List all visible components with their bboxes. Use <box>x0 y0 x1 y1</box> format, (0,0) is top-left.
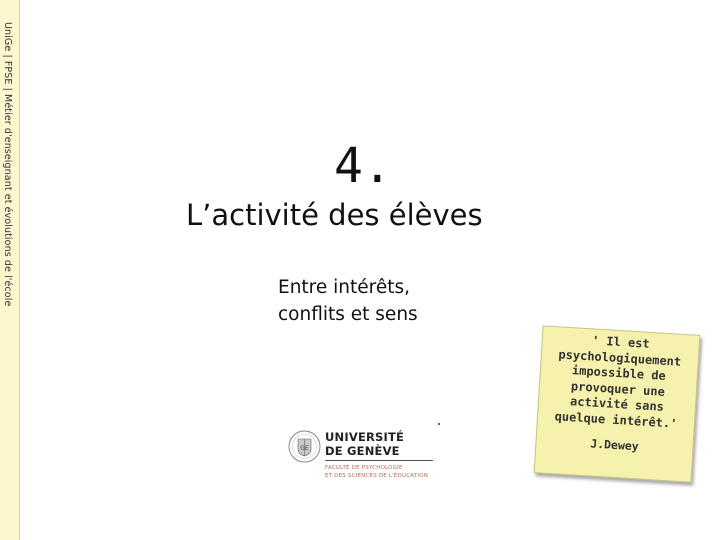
slide-subtitle <box>278 274 478 328</box>
decorative-dot <box>438 423 440 425</box>
quote-text: ' Il est psychologiquement impossible de provoquer une activité sans quelque intérêt.' <box>554 333 682 431</box>
faculty-line-2: ET DES SCIENCES DE L'ÉDUCATION <box>325 473 429 479</box>
subtitle-line-2: conflits et sens <box>278 304 418 325</box>
logo-text-line-1: UNIVERSITÉ <box>325 430 405 444</box>
subtitle-line-1: Entre intérêts, <box>278 277 410 298</box>
quote-author: J.Dewey <box>589 436 640 454</box>
logo-text-line-2: DE GENÈVE <box>325 444 400 458</box>
sidebar-caption: UniGe | FPSE | Métier d'enseignant et évolutions de l'école <box>2 22 13 307</box>
logo-divider <box>325 460 433 461</box>
slide-title: L’activité des élèves <box>186 198 483 232</box>
chapter-number: 4. <box>334 138 392 194</box>
quote-sticky-note <box>534 325 701 482</box>
faculty-line-1: FACULTÉ DE PSYCHOLOGIE <box>325 465 403 471</box>
university-logo <box>288 426 438 484</box>
university-seal-icon <box>288 430 321 463</box>
sidebar <box>0 0 20 540</box>
seal-letters: GE <box>300 445 309 452</box>
